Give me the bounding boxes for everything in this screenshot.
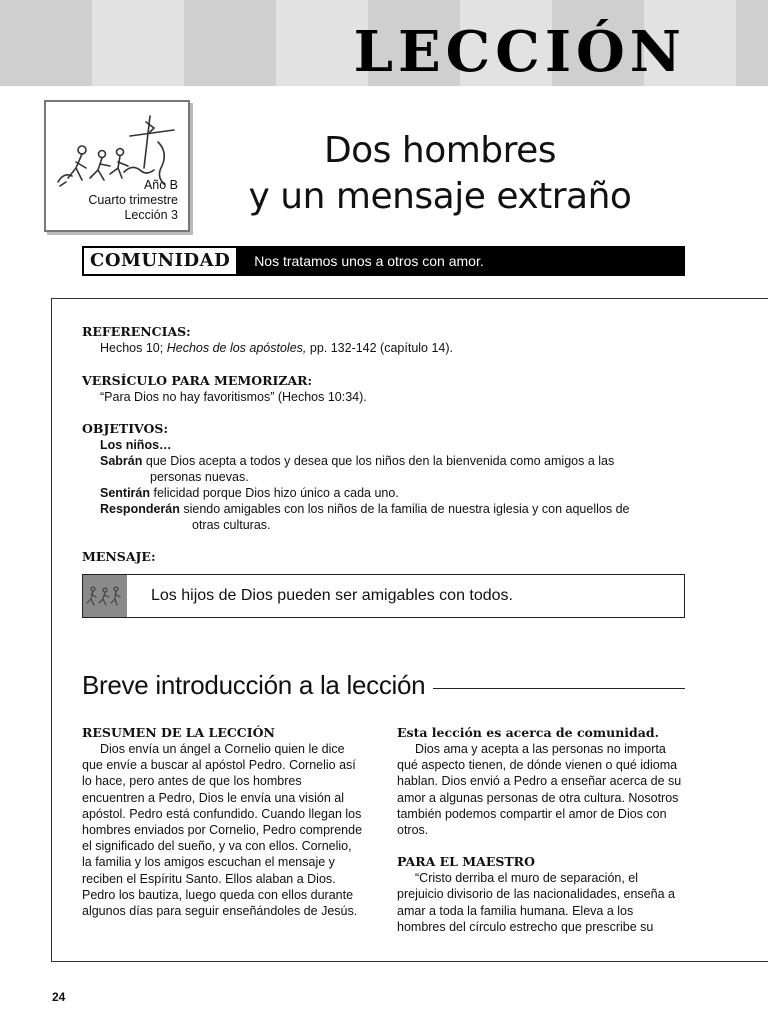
objetivo-verb: Responderán [100,502,180,516]
lesson-title [200,128,680,220]
referencias-prefix: Hechos 10; [100,341,167,355]
lesson-title-line2: y un mensaje extraño [248,176,632,217]
referencias-suffix: pp. 132-142 (capítulo 14). [306,341,454,355]
objetivo-text: felicidad porque Dios hizo único a cada uno. [150,486,399,500]
resumen-text: Dios envía un ángel a Cornelio quien le dice que envíe a buscar al apóstol Pedro. Cornelio así lo hace, pero antes de que los hombres encuentren a Pedro, Dios le envía una visión al apóstol. Pedro está confundido. Cuando llegan los hombres enviados por Cornelio, Pedro comprende el significado del sueño, y va con ellos. Cornelio, la familia y los amigos escuchan el mensaje y reciben el Espíritu Santo. Ellos alaban a Dios. Pedro los bautiza, luego queda con ellos durante algunos días para seguir enseñándoles de Jesús. [82,742,363,919]
objetivo-cont: personas nuevas. [150,470,249,484]
acerca-column [397,725,685,935]
objetivo-text: que Dios acepta a todos y desea que los niños den la bienvenida como amigos a las [142,454,615,468]
logo-lesson: Lección 3 [124,208,178,222]
versiculo-text: “Para Dios no hay favoritismos” (Hechos 10:34). [100,390,367,404]
mensaje-text: Los hijos de Dios pueden ser amigables con todos. [151,587,513,604]
mensaje-box [82,574,685,618]
intro-section-header [82,670,685,701]
category-bar [82,246,685,276]
objetivos-intro: Los niños… [100,438,172,452]
versiculo-heading: VERSÍCULO PARA MEMORIZAR: [82,373,313,388]
mensaje-section [82,549,156,565]
lesson-title-line1: Dos hombres [323,130,557,171]
objetivo-verb: Sabrán [100,454,143,468]
objetivo-text: siendo amigables con los niños de la familia de nuestra iglesia y con aquellos de [179,502,630,516]
objetivo-item [82,453,629,485]
lesson-info [88,178,178,223]
leccion-heading: LECCIÓN [353,19,686,85]
title-rule [433,688,685,689]
intro-section-title: Breve introducción a la lección [82,670,426,700]
page-number: 24 [52,990,66,1004]
referencias-book: Hechos de los apóstoles, [166,341,307,355]
lesson-logo [44,100,190,232]
objetivo-cont: otras culturas. [192,518,271,532]
maestro-heading: PARA EL MAESTRO [397,854,535,870]
logo-quarter: Cuarto trimestre [88,193,178,207]
acerca-text: Dios ama y acepta a las personas no importa qué aspecto tienen, de dónde vienen o qué idioma hablan. Dios envió a Pedro a enseñar acerca de su amor a algunas personas de otra cultura. Nosotros también podemos compartir el amor de Dios con otros. [397,742,682,838]
objetivos-heading: OBJETIVOS: [82,421,169,436]
resumen-column [82,725,364,919]
objetivo-item [82,485,629,501]
category-text: Nos tratamos unos a otros con amor. [254,253,484,269]
figures-icon [83,575,127,617]
category-label: COMUNIDAD [82,246,238,276]
maestro-text: “Cristo derriba el muro de separación, el prejuicio divisorio de las nacionalidades, enseña a amar a toda la familia humana. Eleva a los hombres del círculo estrecho que prescribe su [397,871,675,934]
versiculo-section [82,373,367,405]
referencias-heading: REFERENCIAS: [82,324,191,339]
referencias-text [82,340,453,356]
resumen-heading: RESUMEN DE LA LECCIÓN [82,725,275,740]
logo-year: Año B [143,178,178,192]
acerca-heading: Esta lección es acerca de comunidad. [397,725,659,740]
objetivos-section [82,421,629,533]
objetivo-verb: Sentirán [100,486,151,500]
objetivo-item [82,501,629,533]
referencias-section [82,324,453,356]
mensaje-heading: MENSAJE: [82,549,156,564]
figures-icon-art [83,575,127,617]
